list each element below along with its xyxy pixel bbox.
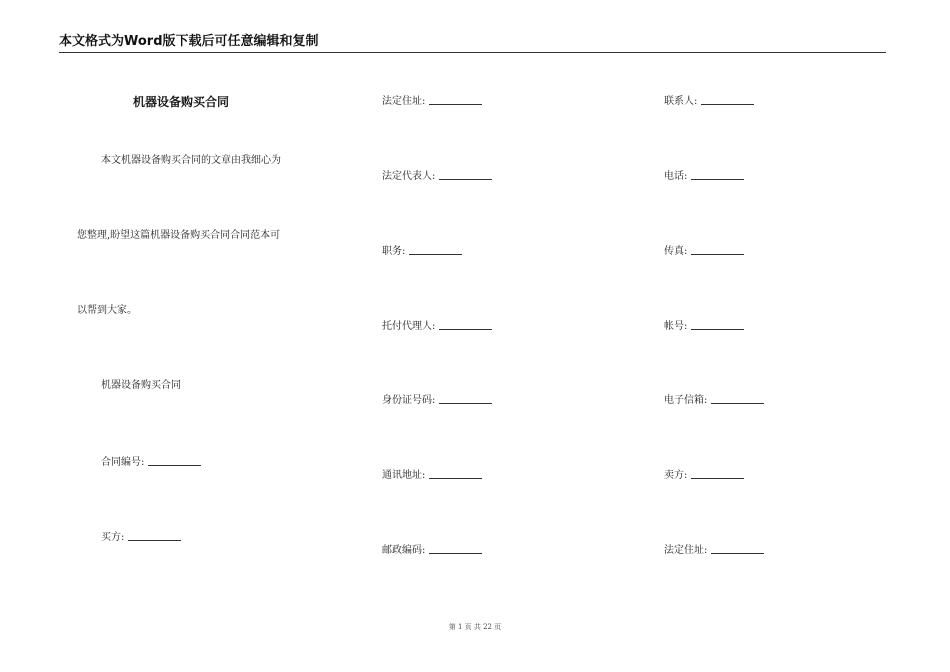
buyer-field bbox=[101, 530, 181, 544]
position-blank bbox=[409, 244, 462, 255]
phone-field bbox=[664, 169, 744, 183]
legal-rep-blank bbox=[439, 169, 492, 180]
account-label: 帐号: bbox=[664, 321, 688, 332]
seller-label: 卖方: bbox=[664, 470, 688, 481]
email-blank bbox=[711, 393, 764, 404]
phone-label: 电话: bbox=[664, 171, 688, 182]
buyer-label: 买方: bbox=[101, 532, 125, 543]
legal-rep-field bbox=[382, 169, 492, 183]
page-footer: 第 1 页 共 22 页 bbox=[448, 623, 502, 631]
mail-address-field bbox=[382, 468, 482, 482]
seller-address-blank bbox=[711, 543, 764, 554]
agent-label: 托付代理人: bbox=[382, 321, 436, 332]
account-field bbox=[664, 319, 744, 333]
buyer-address-label: 法定住址: bbox=[382, 96, 426, 107]
account-blank bbox=[691, 319, 744, 330]
postcode-label: 邮政编码: bbox=[382, 545, 426, 556]
intro-line-1: 本文机器设备购买合同的文章由我细心为 bbox=[101, 155, 281, 166]
email-label: 电子信箱: bbox=[664, 395, 708, 406]
agent-blank bbox=[439, 319, 492, 330]
contract-no-blank bbox=[148, 455, 201, 466]
seller-blank bbox=[691, 468, 744, 479]
phone-blank bbox=[691, 169, 744, 180]
position-label: 职务: bbox=[382, 246, 406, 257]
buyer-blank bbox=[128, 530, 181, 541]
postcode-blank bbox=[429, 543, 482, 554]
id-no-blank bbox=[439, 393, 492, 404]
buyer-address-blank bbox=[429, 94, 482, 105]
id-no-field bbox=[382, 393, 492, 407]
agent-field bbox=[382, 319, 492, 333]
buyer-address-field bbox=[382, 94, 482, 108]
seller-address-field bbox=[664, 543, 764, 557]
seller-address-label: 法定住址: bbox=[664, 545, 708, 556]
contract-no-field bbox=[101, 455, 201, 469]
document-title: 机器设备购买合同 bbox=[133, 95, 230, 109]
page-header bbox=[59, 34, 886, 53]
legal-rep-label: 法定代表人: bbox=[382, 171, 436, 182]
email-field bbox=[664, 393, 764, 407]
contact-field bbox=[664, 94, 754, 108]
contract-no-label: 合同编号: bbox=[101, 457, 145, 468]
postcode-field bbox=[382, 543, 482, 557]
intro-line-2: 您整理,盼望这篇机器设备购买合同合同范本可 bbox=[77, 230, 281, 241]
seller-field bbox=[664, 468, 744, 482]
id-no-label: 身份证号码: bbox=[382, 395, 436, 406]
contact-label: 联系人: bbox=[664, 96, 698, 107]
fax-field bbox=[664, 244, 744, 258]
position-field bbox=[382, 244, 462, 258]
intro-line-3: 以帮到大家。 bbox=[77, 305, 137, 316]
header-text: 本文格式为Word版下载后可任意编辑和复制 bbox=[59, 34, 319, 49]
mail-address-label: 通讯地址: bbox=[382, 470, 426, 481]
contact-blank bbox=[701, 94, 754, 105]
fax-blank bbox=[691, 244, 744, 255]
mail-address-blank bbox=[429, 468, 482, 479]
contract-name: 机器设备购买合同 bbox=[101, 380, 181, 391]
fax-label: 传真: bbox=[664, 246, 688, 257]
